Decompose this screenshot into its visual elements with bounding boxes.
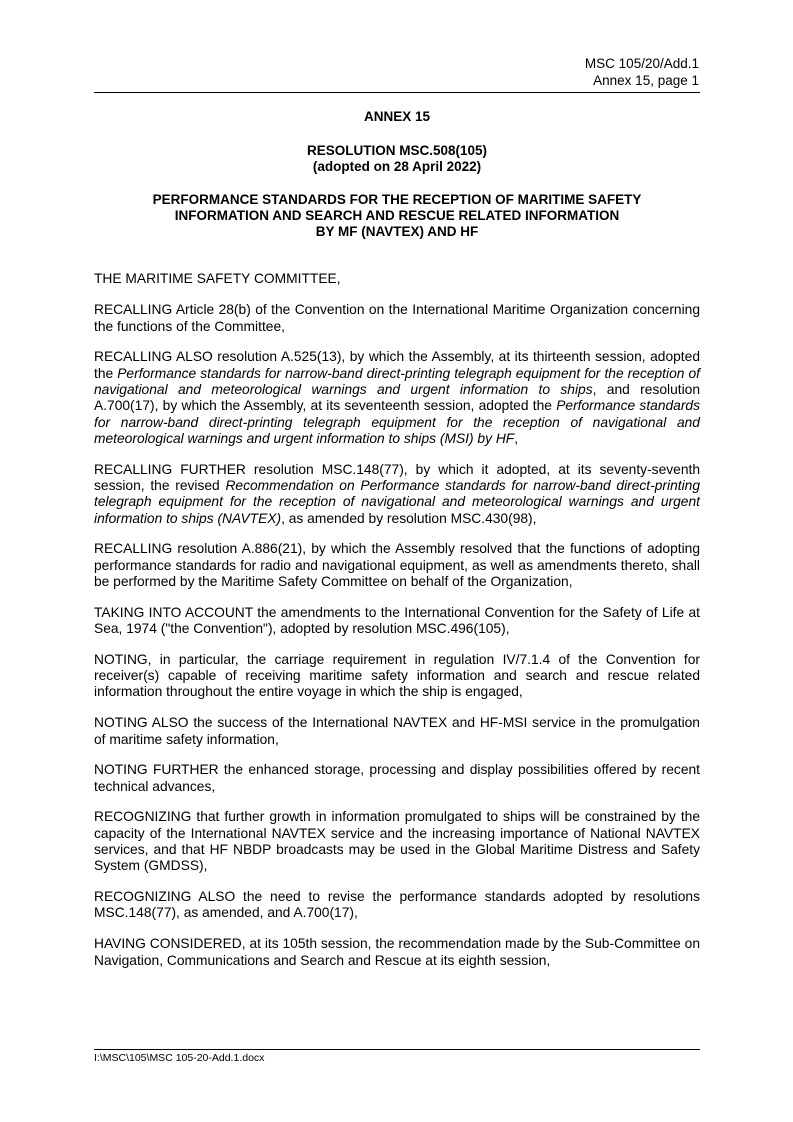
page-reference: Annex 15, page 1 — [593, 73, 699, 88]
text-run: RECALLING FURTHER resolution MSC.148(77), by which it adopted, at its seventy-seventh session, the revised — [94, 461, 700, 493]
document-heading — [94, 192, 700, 240]
italic-title-run: Performance standards for narrow-band direct-printing telegraph equipment for the reception of navigational and meteorological warnings and urgent information to ships (MSI) by HF — [94, 398, 701, 446]
preamble-recalling-further — [94, 462, 700, 527]
header-divider — [94, 92, 700, 93]
page-header — [585, 55, 699, 89]
adoption-date: (adopted on 28 April 2022) — [312, 159, 482, 174]
heading-line-3: BY MF (NAVTEX) AND HF — [315, 224, 479, 239]
preamble-recalling: RECALLING Article 28(b) of the Convention on the International Maritime Organization concerning the functions of the Committee, — [94, 302, 700, 334]
preamble-having-considered: HAVING CONSIDERED, at its 105th session, the recommendation made by the Sub-Committee on Navigation, Communications and Search and Rescue at its eighth session, — [94, 936, 700, 968]
text-run: , and resolution A.700(17), by which the Assembly, at its seventeenth session, adopted the — [94, 381, 701, 414]
footer-file-path: I:\MSC\105\MSC 105-20-Add.1.docx — [94, 1052, 265, 1064]
preamble-recognizing: RECOGNIZING that further growth in information promulgated to ships will be constrained by the capacity of the International NAVTEX service and the increasing importance of National NAVTEX services, and that HF NBDP broadcasts may be used in the Global Maritime Distress and Safety System (GMDSS), — [94, 809, 700, 874]
heading-line-2: INFORMATION AND SEARCH AND RESCUE RELATED INFORMATION — [174, 208, 620, 223]
heading-line-1: PERFORMANCE STANDARDS FOR THE RECEPTION OF MARITIME SAFETY — [152, 192, 642, 207]
preamble-recalling-a886: RECALLING resolution A.886(21), by which the Assembly resolved that the functions of adopting performance standards for radio and navigational equipment, as well as amendments thereto, shall be performed by the Maritime Safety Committee on behalf of the Organization, — [94, 541, 700, 589]
italic-title-run: Performance standards for narrow-band direct-printing telegraph equipment for the reception of navigational and meteorological warnings and urgent information to ships — [94, 365, 700, 397]
preamble-noting-also: NOTING ALSO the success of the International NAVTEX and HF-MSI service in the promulgation of maritime safety information, — [94, 715, 700, 747]
text-run: , — [514, 430, 519, 446]
preamble-taking-into-account: TAKING INTO ACCOUNT the amendments to the International Convention for the Safety of Life at Sea, 1974 ("the Convention"), adopted by resolution MSC.496(105), — [94, 604, 700, 637]
title-block — [94, 109, 700, 240]
preamble-noting-further: NOTING FURTHER the enhanced storage, processing and display possibilities offered by recent technical advances, — [94, 762, 700, 794]
resolution-title — [94, 143, 700, 175]
preamble-recognizing-also: RECOGNIZING ALSO the need to revise the performance standards adopted by resolutions MSC.148(77), as amended, and A.700(17), — [94, 889, 700, 921]
text-run: RECALLING ALSO resolution A.525(13), by which the Assembly, at its thirteenth session, adopted the — [94, 349, 700, 381]
resolution-number: RESOLUTION MSC.508(105) — [306, 143, 488, 158]
preamble-committee: THE MARITIME SAFETY COMMITTEE, — [94, 271, 341, 286]
preamble-recalling-also — [94, 349, 700, 447]
document-reference: MSC 105/20/Add.1 — [584, 56, 699, 71]
italic-title-run: Recommendation on Performance standards for narrow-band direct-printing telegraph equipment for the reception of navigational and meteorological warnings and urgent information to ships (NAVTEX) — [94, 477, 700, 526]
annex-title: ANNEX 15 — [363, 109, 431, 124]
preamble-noting: NOTING, in particular, the carriage requirement in regulation IV/7.1.4 of the Convention for receiver(s) capable of receiving maritime safety information and search and rescue related information throughout the entire voyage in which the ship is engaged, — [94, 651, 700, 700]
footer-divider — [94, 1049, 700, 1050]
document-body — [94, 271, 700, 983]
text-run: , as amended by resolution MSC.430(98), — [281, 510, 537, 526]
